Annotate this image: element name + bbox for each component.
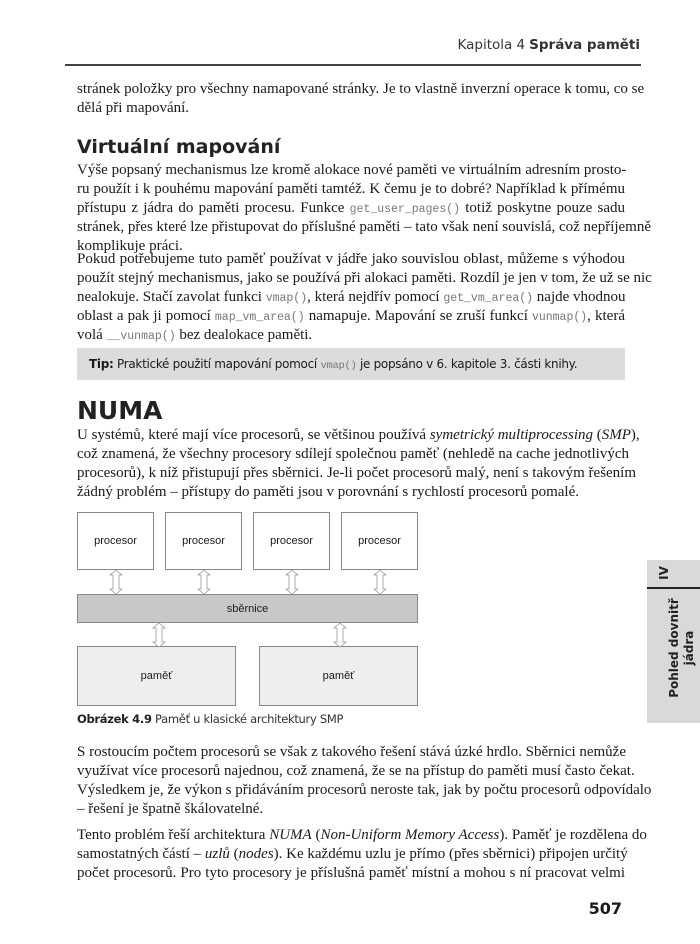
text-line — [77, 445, 630, 464]
part-number: IV — [656, 566, 671, 580]
text-segment: bez dealokace paměti. — [175, 327, 313, 343]
page-number: 507 — [588, 899, 622, 918]
side-tab — [647, 560, 700, 723]
text-segment: ). Paměť je rozdělena do — [499, 827, 647, 843]
text-segment: U systémů, které mají více procesorů, se většinou používá — [77, 427, 430, 443]
text-segment: ru použít i k pouhému mapování paměti tamtéž. K čemu je to dobré? Například k přímému — [77, 181, 625, 197]
part-title-line1: Pohled dovnitř — [667, 598, 681, 698]
tip-text: Praktické použití mapování pomocí — [113, 357, 321, 371]
text-segment: což znamená, že všechny procesory sdílejí společnou paměť (nehledě na cache jednotlivých — [77, 446, 630, 462]
text-line — [77, 180, 625, 199]
text-segment: stránek, přes které lze přistupovat do příslušné paměti – tato však není souvislá, což nepříjemně — [77, 219, 652, 235]
text-line — [77, 326, 625, 345]
memory-box: paměť — [77, 646, 236, 706]
processor-box: procesor — [165, 512, 242, 570]
italic-text: Non-Uniform Memory Access — [320, 827, 500, 843]
chapter-title: Správa paměti — [529, 37, 640, 53]
text-line — [77, 307, 625, 326]
paragraph-virtual-2 — [77, 250, 652, 345]
text-line — [77, 864, 625, 883]
text-segment: Tento problém řeší architektura — [77, 827, 270, 843]
double-arrow-icon — [374, 570, 386, 594]
processor-box: procesor — [341, 512, 418, 570]
text-segment: přístupu z jádra do paměti procesu. Funkce — [77, 200, 350, 216]
text-line — [77, 845, 628, 864]
text-segment: ( — [592, 427, 602, 443]
text-line — [77, 218, 652, 237]
text-segment: Výsledkem je, že výkon s přidáváním procesorů neroste tak, jak by počtu procesorů odpovídalo — [77, 782, 652, 798]
figure-caption — [77, 712, 343, 726]
inline-code: get_vm_area() — [443, 292, 534, 305]
smp-diagram — [77, 510, 422, 707]
text-segment: ( — [311, 827, 321, 843]
paragraph-numa-1 — [77, 426, 640, 502]
header-rule — [65, 64, 641, 66]
text-line — [77, 800, 625, 819]
processor-box: procesor — [253, 512, 330, 570]
text-segment: Výše popsaný mechanismus lze kromě alokace nové paměti ve virtuálním adresním prosto- — [77, 162, 627, 178]
text-line — [77, 781, 652, 800]
caption-text: Paměť u klasické architektury SMP — [151, 712, 344, 726]
paragraph-virtual-1 — [77, 161, 652, 256]
text-line — [77, 426, 640, 445]
paragraph-numa-2 — [77, 743, 652, 819]
text-segment: oblast a pak ji pomocí — [77, 308, 215, 324]
inline-code: map_vm_area() — [214, 311, 305, 324]
text-segment: procesorů), k níž přistupují přes sběrnici. Je-li počet procesorů malý, není s takovým řešením — [77, 465, 637, 481]
inline-code: get_user_pages() — [349, 203, 461, 216]
text-line — [77, 250, 625, 269]
heading-numa: NUMA — [77, 396, 163, 425]
running-header — [457, 37, 640, 53]
italic-text: SMP — [601, 427, 631, 443]
italic-text: uzlů — [204, 846, 230, 862]
text-line — [77, 826, 647, 845]
text-segment: dělá při mapování. — [77, 100, 190, 116]
arrows — [77, 510, 422, 707]
heading-virtual-mapping: Virtuální mapování — [77, 136, 281, 158]
double-arrow-icon — [198, 570, 210, 594]
text-line — [77, 99, 625, 118]
caption-label: Obrázek 4.9 — [77, 712, 152, 726]
memory-box: paměť — [259, 646, 418, 706]
text-segment: komplikuje práci. — [77, 238, 183, 254]
italic-text: NUMA — [269, 827, 312, 843]
bus-box: sběrnice — [77, 594, 418, 623]
italic-text: symetrický multiprocessing — [429, 427, 593, 443]
text-segment: použít stejný mechanismus, jako se používá při alokaci paměti. Rozdíl je jen v tom, že už se nic — [77, 270, 652, 286]
double-arrow-icon — [286, 570, 298, 594]
text-segment: namapuje. Mapování se zruší funkcí — [304, 308, 532, 324]
text-segment: ). Ke každému uzlu je přímo (přes sběrnici) připojen určitý — [273, 846, 628, 862]
text-segment: počet procesorů. Pro tyto procesory je příslušná paměť místní a mohou s ní pracovat velmi — [77, 865, 625, 881]
part-number-cell — [647, 560, 700, 589]
processor-box: procesor — [77, 512, 154, 570]
inline-code: __vunmap() — [106, 330, 176, 343]
text-segment: – řešení je špatně škálovatelné. — [77, 801, 264, 817]
text-line — [77, 464, 637, 483]
text-line — [77, 199, 625, 218]
text-line — [77, 483, 625, 502]
double-arrow-icon — [153, 623, 165, 647]
text-line — [77, 762, 635, 781]
text-line — [77, 161, 625, 180]
text-segment: , která nejdřív pomocí — [307, 289, 444, 305]
paragraph-intro — [77, 80, 645, 118]
text-line — [77, 288, 625, 307]
italic-text: nodes — [238, 846, 274, 862]
text-segment: Pokud potřebujeme tuto paměť používat v jádře jako souvislou oblast, můžeme s výhodou — [77, 251, 625, 267]
text-segment: žádný problém – přístupy do paměti jsou v porovnání s rychlostí procesorů pomalé. — [77, 484, 579, 500]
text-segment: nealokuje. Stačí zavolat funkci — [77, 289, 266, 305]
text-segment: volá — [77, 327, 107, 343]
tip-label: Tip: — [89, 357, 114, 371]
text-segment: totiž poskytne pouze sadu — [460, 200, 625, 216]
tip-code: vmap() — [320, 360, 357, 372]
text-segment: , která — [587, 308, 625, 324]
text-segment: ), — [630, 427, 640, 443]
tip-box — [77, 348, 625, 380]
double-arrow-icon — [334, 623, 346, 647]
text-segment: S rostoucím počtem procesorů se však z takového řešení stává úzké hrdlo. Sběrnici nemůže — [77, 744, 627, 760]
text-line — [77, 269, 652, 288]
text-segment: najde vhodnou — [533, 289, 626, 305]
inline-code: vmap() — [265, 292, 308, 305]
double-arrow-icon — [110, 570, 122, 594]
part-title-cell — [647, 589, 700, 723]
chapter-number: Kapitola 4 — [457, 37, 526, 53]
text-segment: samostatných částí – — [77, 846, 205, 862]
part-title-line2: jádra — [682, 630, 696, 666]
inline-code: vunmap() — [531, 311, 588, 324]
paragraph-numa-3 — [77, 826, 647, 883]
tip-text-end: je popsáno v 6. kapitole 3. části knihy. — [356, 357, 578, 371]
text-segment: využívat více procesorů najednou, což znamená, že se na přístup do paměti musí často čekat. — [77, 763, 635, 779]
text-segment: stránek položky pro všechny namapované stránky. Je to vlastně inverzní operace k tomu, co se — [77, 81, 645, 97]
text-line — [77, 80, 645, 99]
text-line — [77, 743, 625, 762]
text-segment: ( — [229, 846, 239, 862]
